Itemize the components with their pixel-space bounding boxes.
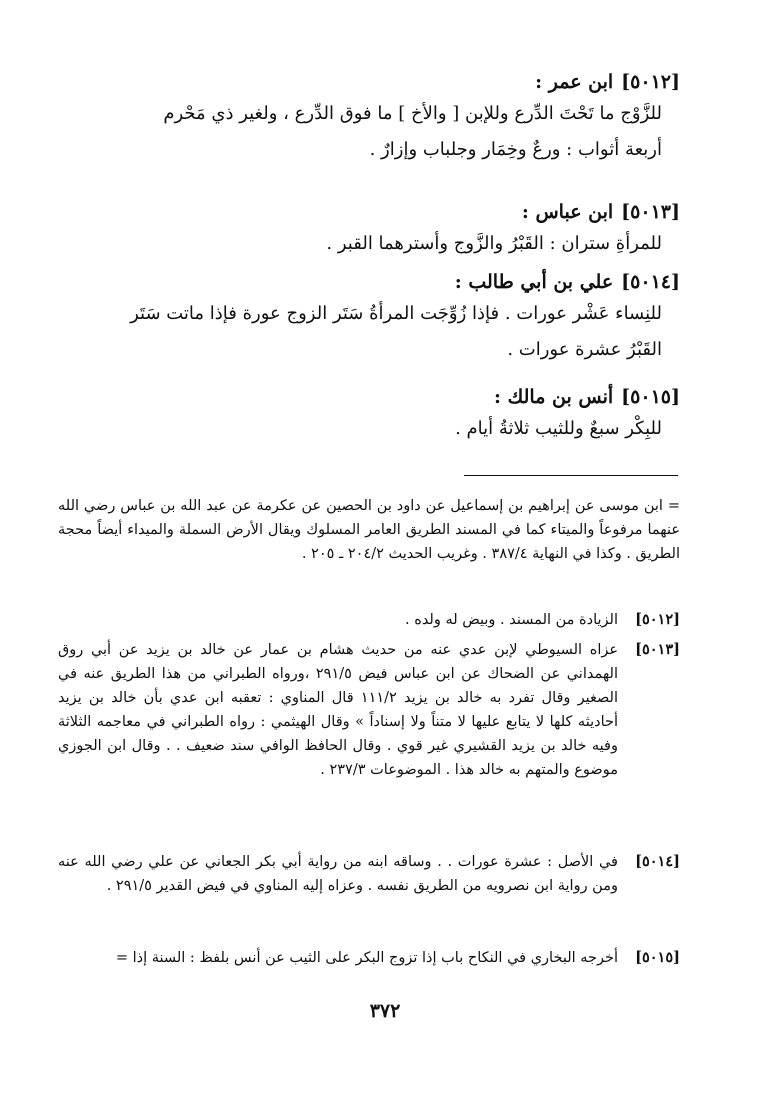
footnote-continuation: = ابن موسى عن إبراهيم بن إسماعيل عن داود بن الحصين عن عكرمة عن عبد الله بن عباس رضي الله عنهما مرفوعاً والميتاء كما في المسند الطريق العامر المسلوك ويقال الأرض السملة والميداء أيضاً محجة الطريق . وكذا في النهاية ٣٨٧/٤ . وغريب الحديث ٢٠٤/٢ ـ ٢٠٥ . bbox=[58, 498, 680, 562]
entry-header bbox=[66, 198, 680, 226]
entry-5013 bbox=[66, 198, 680, 262]
entry-line: للزَّوْج ما تَحْتَ الدِّرع وللإبن [ والأخ ] ما فوق الدِّرع ، ولغير ذي مَحْرم bbox=[163, 103, 662, 124]
entry-5015 bbox=[66, 383, 680, 447]
entry-line: أربعة أثواب : ورعٌ وخِمَار وجلباب وإزارٌ . bbox=[369, 139, 662, 160]
footnote-text: في الأصل : عشرة عورات . . وساقه ابنه من رواية أبي بكر الجعاني عن علي رضي الله عنه ومن رواية ابن نصرويه من الطريق نفسه . وعزاه إليه المناوي في فيض القدير ٢٩١/٥ . bbox=[58, 854, 618, 894]
footnote-separator bbox=[464, 475, 678, 476]
entry-line: القَبْرُ عشرة عورات . bbox=[507, 339, 662, 360]
entry-header bbox=[66, 383, 680, 411]
footnote-number: [٥٠١٥] bbox=[635, 949, 680, 966]
entry-narrator: علي بن أبي طالب : bbox=[454, 271, 614, 293]
footnote-text: الزيادة من المسند . وبيض له ولده . bbox=[405, 612, 618, 628]
entry-number: [٥٠١٥] bbox=[621, 386, 680, 408]
entry-line: للبِكْر سبعٌ وللثيب ثلاثةُ أيام . bbox=[455, 418, 662, 439]
page-number: ٣٧٢ bbox=[369, 1000, 401, 1022]
footnote-number: [٥٠١٤] bbox=[635, 853, 680, 870]
footnote-number: [٥٠١٢] bbox=[635, 611, 680, 628]
footnote-text: أخرجه البخاري في النكاح باب إذا تزوج البكر على الثيب عن أنس بلفظ : السنة إذا = bbox=[115, 950, 618, 966]
entry-number: [٥٠١٢] bbox=[621, 71, 680, 93]
entry-header bbox=[66, 68, 680, 96]
footnote-5012 bbox=[58, 608, 680, 632]
footnote-5014 bbox=[58, 850, 680, 898]
entry-number: [٥٠١٤] bbox=[621, 271, 680, 293]
entry-text bbox=[66, 411, 662, 447]
entry-5012 bbox=[66, 68, 680, 168]
footnote-number: [٥٠١٣] bbox=[635, 641, 680, 658]
entry-header bbox=[66, 268, 680, 296]
footnote-5013 bbox=[58, 638, 680, 782]
entry-number: [٥٠١٣] bbox=[621, 201, 680, 223]
entry-text bbox=[66, 296, 662, 368]
entry-5014 bbox=[66, 268, 680, 368]
entry-line: للمرأةِ ستران : القَبْرُ والزَّوج وأسترهما القبر . bbox=[326, 233, 662, 254]
entry-narrator: أنس بن مالك : bbox=[494, 386, 614, 408]
entry-line: للنِساء عَشْر عورات . فإذا زُوِّجَت المرأةُ سَتَر الزوج عورة فإذا ماتت سَتَر bbox=[130, 303, 662, 324]
entry-text bbox=[66, 226, 662, 262]
entry-narrator: ابن عمر : bbox=[535, 71, 614, 93]
entry-text bbox=[66, 96, 662, 168]
footnote-text: عزاه السيوطي لإبن عدي عنه من حديث هشام بن عمار عن خالد بن يزيد عن أبي روق الهمداني عن الضحاك عن ابن عباس فيض ٢٩١/٥ ،ورواه الطبراني من هذا الطريق عنه في الصغير وقال تفرد به خالد بن يزيد ١١١/٢ قال المناوي : تعقبه ابن عدي بأن خالد بن يزيد أحاديثه كلها لا يتابع عليها لا متناً ولا إسناداً » وقال الهيثمي : رواه الطبراني في معاجمه الثلاثة وفيه خالد بن يزيد القشيري غير قوي . وقال الحافظ الوافي سند ضعيف . . وقال ابن الجوزي موضوع والمتهم به خالد هذا . الموضوعات ٢٣٧/٣ . bbox=[58, 642, 618, 778]
entry-narrator: ابن عباس : bbox=[521, 201, 614, 223]
footnote-5015 bbox=[58, 946, 680, 970]
